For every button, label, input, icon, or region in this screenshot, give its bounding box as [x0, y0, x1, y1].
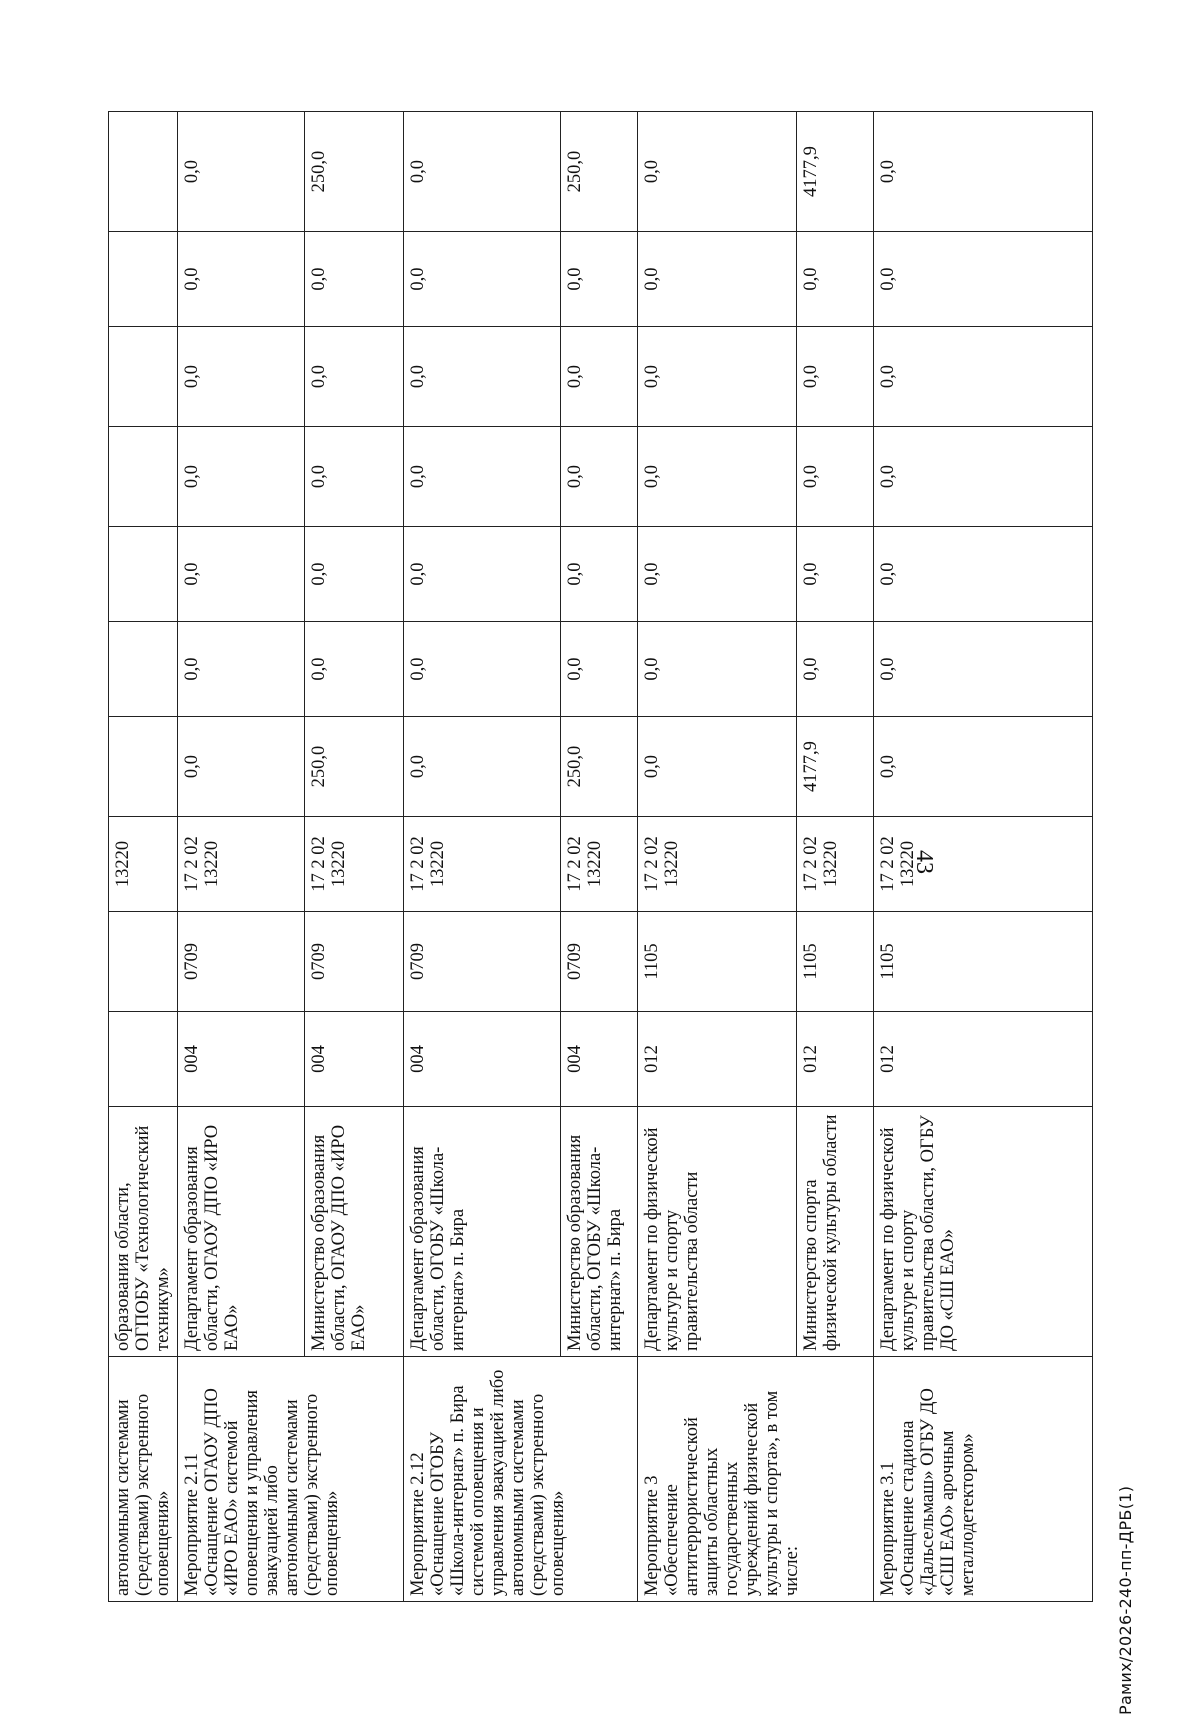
value-cell: 0,0: [404, 622, 561, 717]
executor-cell: Министерство образования области, ОГАОУ ДПО «ИРО ЕАО»: [305, 1107, 404, 1357]
measure-name-cell: Мероприятие 3.1 «Оснащение стадиона «Дальсельмаш» ОГБУ ДО «СШ ЕАО» арочным металлодетектором»: [874, 1357, 1093, 1602]
executor-cell: образования области, ОГПОБУ «Технологический техникум»: [109, 1107, 178, 1357]
grbs-cell: 004: [178, 1012, 305, 1107]
table-row: [178, 112, 305, 1602]
value-cell: 0,0: [874, 327, 1093, 427]
value-cell: 0,0: [404, 427, 561, 527]
grbs-cell: 004: [561, 1012, 638, 1107]
value-cell: [109, 232, 178, 327]
rzpr-cell: [109, 912, 178, 1012]
value-cell: 0,0: [797, 527, 874, 622]
value-cell: 0,0: [305, 327, 404, 427]
rzpr-cell: 1105: [874, 912, 1093, 1012]
measure-name-cell: автономными системами (средствами) экстренного оповещения»: [109, 1357, 178, 1602]
value-cell: 0,0: [874, 622, 1093, 717]
total-cell: 250,0: [305, 112, 404, 232]
value-cell: 0,0: [561, 427, 638, 527]
value-cell: 0,0: [638, 427, 797, 527]
executor-cell: Министерство образования области, ОГОБУ «Школа-интернат» п. Бира: [561, 1107, 638, 1357]
csr-cell: 13220: [109, 817, 178, 912]
value-cell: 0,0: [874, 717, 1093, 817]
value-cell: 0,0: [638, 232, 797, 327]
rzpr-cell: 0709: [561, 912, 638, 1012]
value-cell: 0,0: [305, 427, 404, 527]
csr-cell: 17 2 02 13220: [638, 817, 797, 912]
value-cell: 0,0: [797, 327, 874, 427]
value-cell: 0,0: [178, 717, 305, 817]
total-cell: 0,0: [404, 112, 561, 232]
grbs-cell: [109, 1012, 178, 1107]
value-cell: [109, 327, 178, 427]
value-cell: 0,0: [178, 527, 305, 622]
rzpr-cell: 0709: [178, 912, 305, 1012]
value-cell: 0,0: [638, 527, 797, 622]
value-cell: 0,0: [404, 327, 561, 427]
grbs-cell: 012: [874, 1012, 1093, 1107]
csr-cell: 17 2 02 13220: [178, 817, 305, 912]
value-cell: 0,0: [178, 232, 305, 327]
value-cell: 0,0: [305, 232, 404, 327]
executor-cell: Департамент образования области, ОГАОУ ДПО «ИРО ЕАО»: [178, 1107, 305, 1357]
rzpr-cell: 0709: [305, 912, 404, 1012]
value-cell: [109, 622, 178, 717]
csr-cell: 17 2 02 13220: [797, 817, 874, 912]
value-cell: 0,0: [305, 527, 404, 622]
csr-cell: 17 2 02 13220: [561, 817, 638, 912]
value-cell: 0,0: [797, 622, 874, 717]
value-cell: 0,0: [797, 232, 874, 327]
csr-cell: 17 2 02 13220: [874, 817, 1093, 912]
value-cell: 0,0: [178, 427, 305, 527]
value-cell: 4177,9: [797, 717, 874, 817]
value-cell: [109, 427, 178, 527]
value-cell: [109, 527, 178, 622]
csr-cell: 17 2 02 13220: [404, 817, 561, 912]
total-cell: 4177,9: [797, 112, 874, 232]
value-cell: 0,0: [561, 527, 638, 622]
table-row: [109, 112, 178, 1602]
value-cell: 0,0: [404, 232, 561, 327]
grbs-cell: 012: [638, 1012, 797, 1107]
rzpr-cell: 1105: [797, 912, 874, 1012]
value-cell: 0,0: [797, 427, 874, 527]
executor-cell: Департамент по физической культуре и спорту правительства области, ОГБУ ДО «СШ ЕАО»: [874, 1107, 1093, 1357]
value-cell: 0,0: [404, 527, 561, 622]
measure-name-cell: Мероприятие 3 «Обеспечение антитеррористической защиты областных государственных учреждений физической культуры и спорта», в том числе:: [638, 1357, 874, 1602]
value-cell: 0,0: [874, 527, 1093, 622]
executor-cell: Департамент по физической культуре и спорту правительства области: [638, 1107, 797, 1357]
document-reference: Рамих/2026-240-пп-ДРБ(1): [1116, 1485, 1135, 1715]
rzpr-cell: 1105: [638, 912, 797, 1012]
value-cell: 250,0: [305, 717, 404, 817]
budget-table: [108, 111, 1093, 1602]
table-row: [638, 112, 797, 1602]
measure-name-cell: Мероприятие 2.11 «Оснащение ОГАОУ ДПО «ИРО ЕАО» системой оповещения и управления эвакуацией либо автономными системами (средствами) экстренного оповещения»: [178, 1357, 404, 1602]
executor-cell: Министерство спорта физической культуры области: [797, 1107, 874, 1357]
value-cell: 0,0: [178, 622, 305, 717]
total-cell: [109, 112, 178, 232]
value-cell: 0,0: [874, 232, 1093, 327]
value-cell: 0,0: [561, 622, 638, 717]
total-cell: 0,0: [638, 112, 797, 232]
table-row: [404, 112, 561, 1602]
value-cell: 0,0: [874, 427, 1093, 527]
value-cell: [109, 717, 178, 817]
rzpr-cell: 0709: [404, 912, 561, 1012]
total-cell: 0,0: [178, 112, 305, 232]
value-cell: 250,0: [561, 717, 638, 817]
value-cell: 0,0: [561, 232, 638, 327]
executor-cell: Департамент образования области, ОГОБУ «Школа-интернат» п. Бира: [404, 1107, 561, 1357]
value-cell: 0,0: [305, 622, 404, 717]
value-cell: 0,0: [404, 717, 561, 817]
grbs-cell: 012: [797, 1012, 874, 1107]
page-number: 43: [911, 850, 937, 874]
csr-cell: 17 2 02 13220: [305, 817, 404, 912]
total-cell: 0,0: [874, 112, 1093, 232]
value-cell: 0,0: [638, 622, 797, 717]
value-cell: 0,0: [638, 717, 797, 817]
grbs-cell: 004: [305, 1012, 404, 1107]
measure-name-cell: Мероприятие 2.12 «Оснащение ОГОБУ «Школа-интернат» п. Бира системой оповещения и управления эвакуацией либо автономными системами (средствами) экстренного оповещения»: [404, 1357, 638, 1602]
value-cell: 0,0: [178, 327, 305, 427]
total-cell: 250,0: [561, 112, 638, 232]
grbs-cell: 004: [404, 1012, 561, 1107]
value-cell: 0,0: [561, 327, 638, 427]
table-row: [874, 112, 1093, 1602]
value-cell: 0,0: [638, 327, 797, 427]
